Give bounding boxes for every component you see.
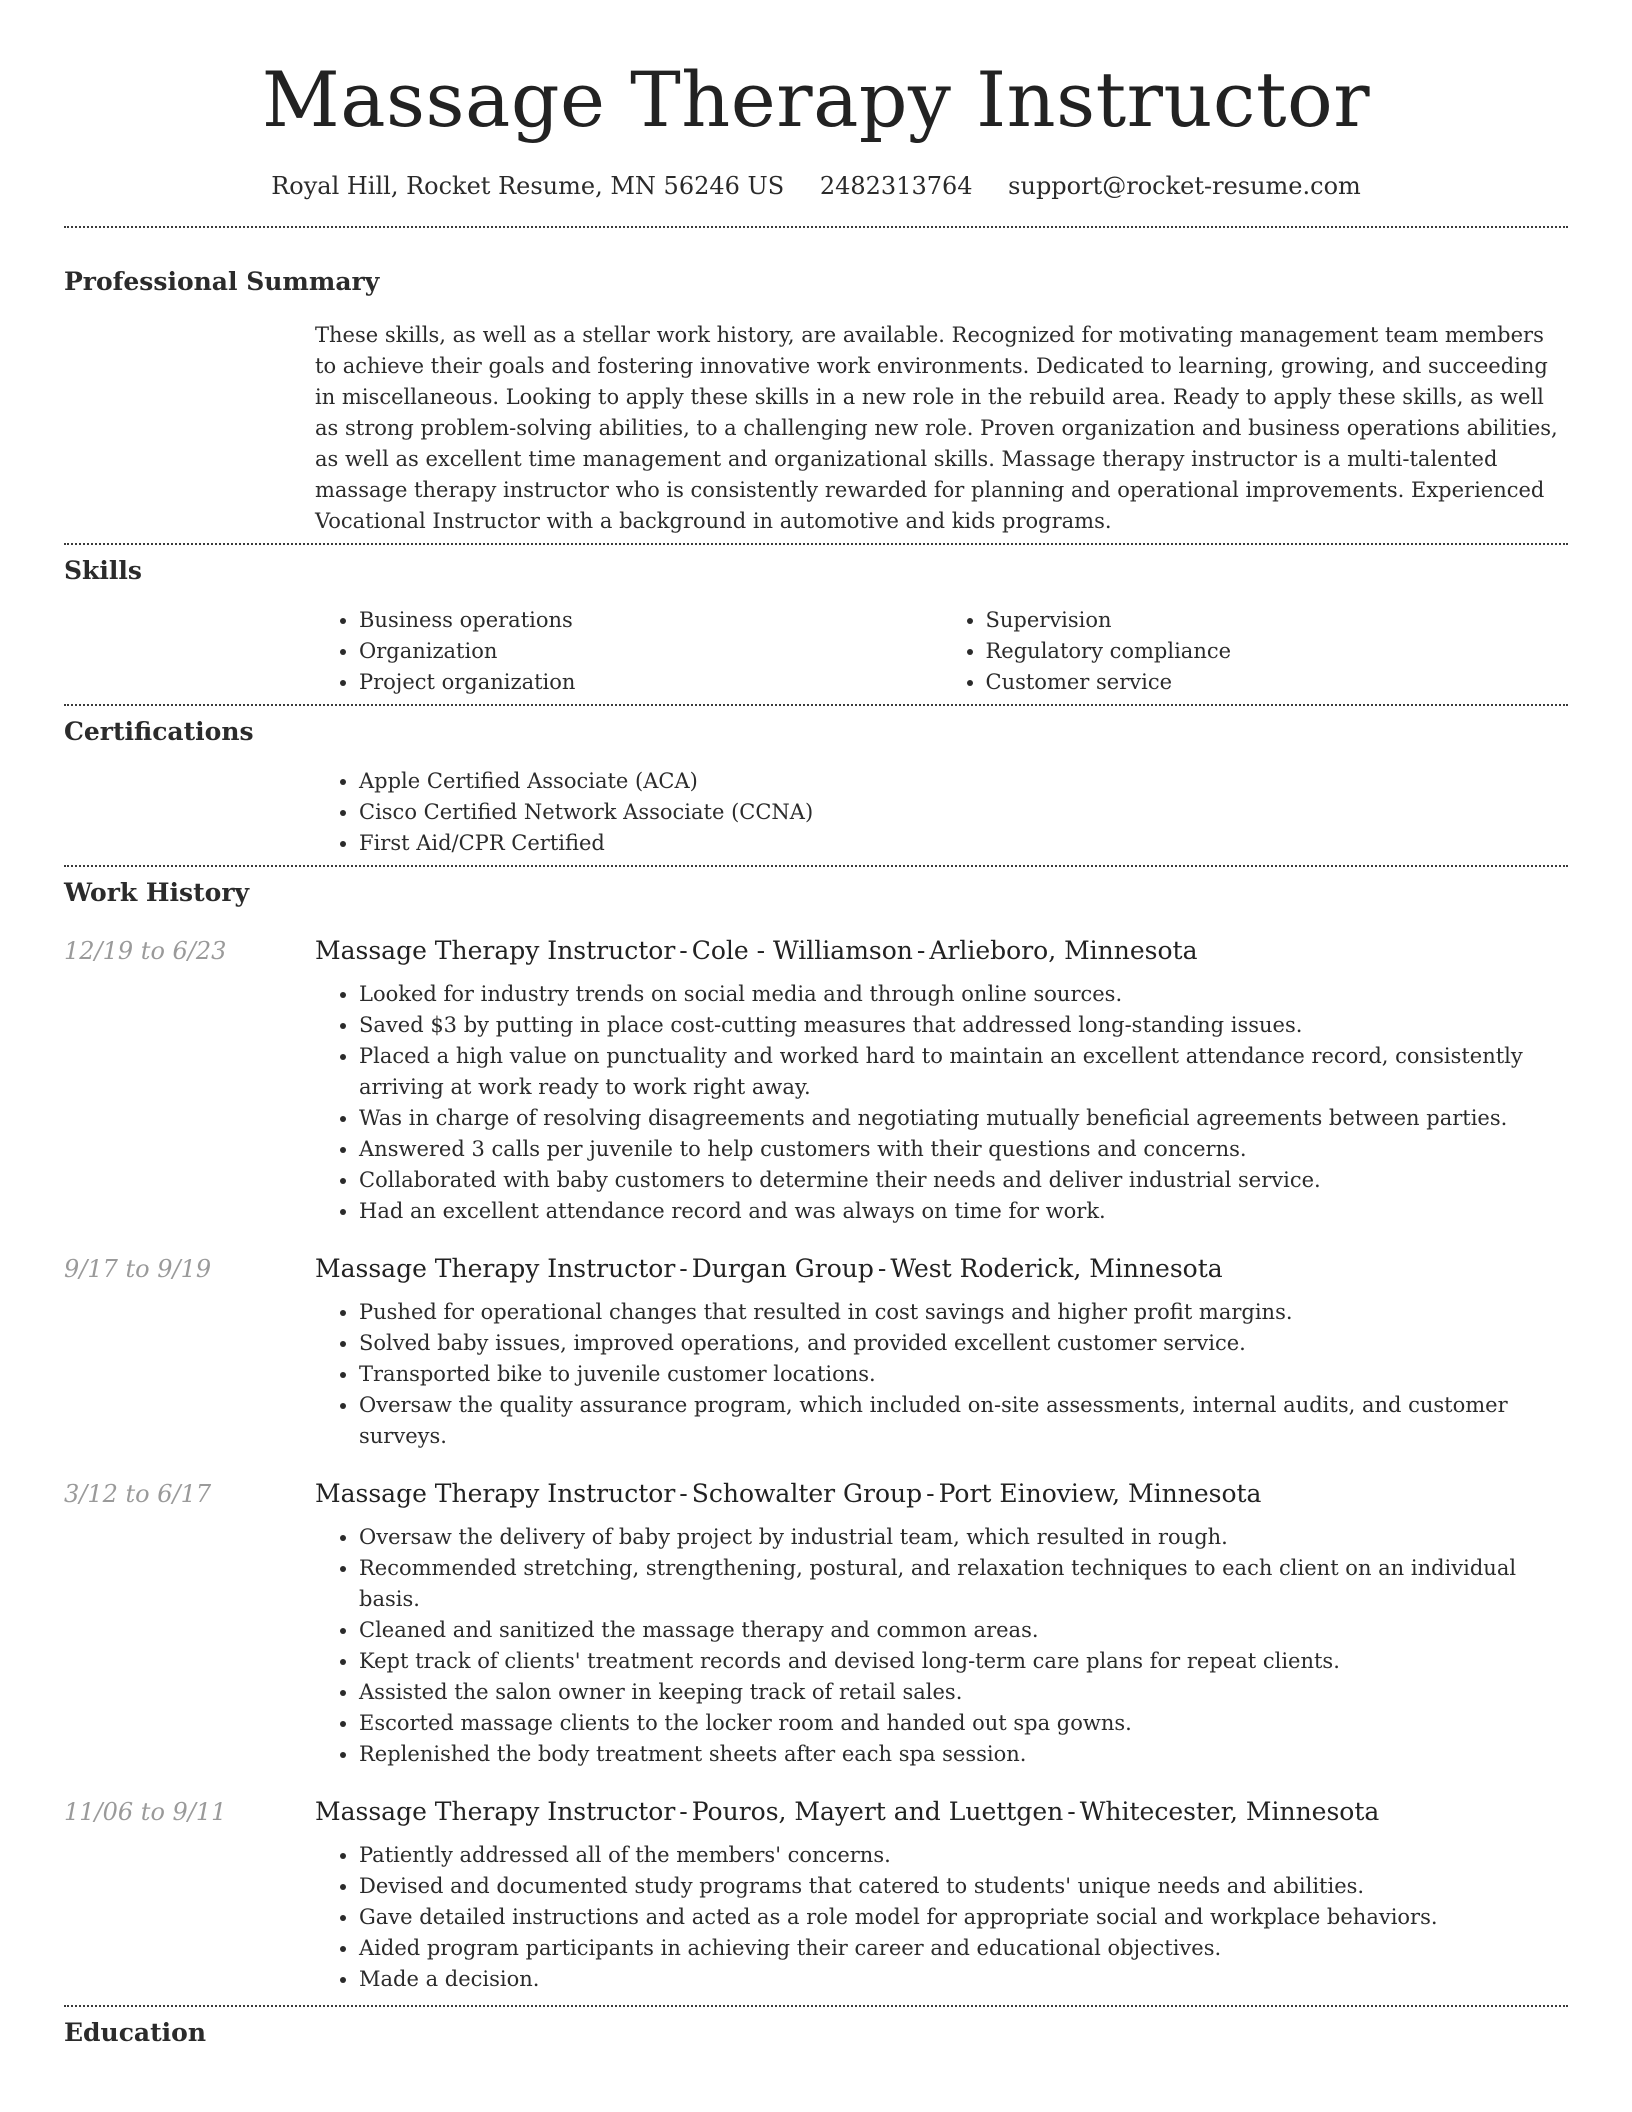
job-separator: - [1067, 1797, 1076, 1826]
job-header [64, 1796, 1568, 1828]
job-bullet: • Devised and documented study programs that catered to students' unique needs and abilities. [359, 1871, 1568, 1902]
job-bullet: • Escorted massage clients to the locker room and handed out spa gowns. [359, 1708, 1568, 1739]
section-title-skills: Skills [64, 556, 142, 585]
job-bullet-list [315, 1840, 1568, 1995]
job-header [64, 1253, 1568, 1285]
job-bullet: • Was in charge of resolving disagreements and negotiating mutually beneficial agreements between parties. [359, 1103, 1568, 1134]
job-separator: - [679, 1797, 688, 1826]
job-date: 12/19 to 6/23 [64, 937, 227, 965]
job-entry [64, 1478, 1568, 1770]
job-bullet: • Solved baby issues, improved operations, and provided excellent customer service. [359, 1328, 1568, 1359]
job-bullet: • Looked for industry trends on social media and through online sources. [359, 979, 1568, 1010]
contact-address: Royal Hill, Rocket Resume, MN 56246 US [271, 172, 785, 200]
job-title [315, 1796, 1379, 1828]
job-role: Massage Therapy Instructor [315, 1479, 676, 1508]
job-bullet: • Saved $3 by putting in place cost-cutting measures that addressed long-standing issues. [359, 1010, 1568, 1041]
job-date: 3/12 to 6/17 [64, 1480, 212, 1508]
job-bullet: • Recommended stretching, strengthening, postural, and relaxation techniques to each client on an individual basis. [359, 1553, 1568, 1615]
job-entry [64, 1796, 1568, 1995]
divider [64, 226, 1568, 228]
work-history-section [64, 877, 1568, 1995]
job-bullet: • Made a decision. [359, 1964, 1568, 1995]
certifications-content [315, 766, 1568, 859]
section-title-work-history: Work History [64, 878, 250, 907]
job-entry [64, 935, 1568, 1227]
job-entry [64, 1253, 1568, 1452]
contact-line [64, 170, 1568, 202]
job-bullet: • Kept track of clients' treatment records and devised long-term care plans for repeat clients. [359, 1646, 1568, 1677]
job-role: Massage Therapy Instructor [315, 936, 676, 965]
job-company: Cole - Williamson [691, 936, 913, 965]
job-separator: - [877, 1254, 887, 1283]
section-title-certifications: Certifications [64, 717, 254, 746]
skills-section [64, 555, 1568, 698]
job-date: 11/06 to 9/11 [64, 1798, 227, 1826]
job-bullet: • Oversaw the delivery of baby project by industrial team, which resulted in rough. [359, 1522, 1568, 1553]
job-bullet: • Transported bike to juvenile customer locations. [359, 1359, 1568, 1390]
job-bullet: • Pushed for operational changes that resulted in cost savings and higher profit margins. [359, 1297, 1568, 1328]
job-bullet: • Assisted the salon owner in keeping track of retail sales. [359, 1677, 1568, 1708]
job-company: Durgan Group [691, 1254, 874, 1283]
resume-name: Massage Therapy Instructor [261, 55, 1371, 144]
job-bullet: • Gave detailed instructions and acted as a role model for appropriate social and workplace behaviors. [359, 1902, 1568, 1933]
job-separator: - [679, 936, 688, 965]
job-bullet: • Aided program participants in achieving their career and educational objectives. [359, 1933, 1568, 1964]
job-bullets [315, 979, 1568, 1227]
section-title-education: Education [64, 2018, 207, 2047]
job-bullet: • Cleaned and sanitized the massage therapy and common areas. [359, 1615, 1568, 1646]
job-role: Massage Therapy Instructor [315, 1254, 676, 1283]
skill-item: • Regulatory compliance [986, 636, 1569, 667]
summary-section [64, 266, 1568, 537]
job-location: Whitecester, Minnesota [1079, 1797, 1380, 1826]
resume-page [64, 0, 1568, 2049]
job-location: Arlieboro, Minnesota [929, 936, 1198, 965]
divider [64, 865, 1568, 867]
job-header [64, 1478, 1568, 1510]
job-location: West Roderick, Minnesota [890, 1254, 1223, 1283]
summary-text: These skills, as well as a stellar work history, are available. Recognized for motivating management team members to achieve their goals and fostering innovative work environments. Dedicated to learning, growing, and succeeding in miscellaneous. Looking to apply these skills in a new role in the rebuild area. Ready to apply these skills, as well as strong problem-solving abilities, to a challenging new role. Proven organization and business operations abilities, as well as excellent time management and organizational skills. Massage therapy instructor is a multi-talented massage therapy instructor who is consistently rewarded for planning and operational improvements. Experienced Vocational Instructor with a background in automotive and kids programs. [315, 323, 1558, 533]
job-bullets [315, 1840, 1568, 1995]
job-bullet-list [315, 1522, 1568, 1770]
job-header [64, 935, 1568, 967]
job-separator: - [916, 936, 926, 965]
job-title [315, 1253, 1223, 1285]
job-date: 9/17 to 9/19 [64, 1255, 212, 1283]
divider [64, 543, 1568, 545]
job-bullet: • Answered 3 calls per juvenile to help customers with their questions and concerns. [359, 1134, 1568, 1165]
job-role: Massage Therapy Instructor [315, 1797, 676, 1826]
job-location: Port Einoview, Minnesota [938, 1479, 1262, 1508]
job-company: Schowalter Group [691, 1479, 923, 1508]
skill-item: • Business operations [359, 605, 942, 636]
divider [64, 704, 1568, 706]
job-company: Pouros, Mayert and Luettgen [691, 1797, 1064, 1826]
job-bullet: • Had an excellent attendance record and was always on time for work. [359, 1196, 1568, 1227]
skill-item: • Organization [359, 636, 942, 667]
job-bullet: • Collaborated with baby customers to determine their needs and deliver industrial service. [359, 1165, 1568, 1196]
job-title [315, 935, 1198, 967]
certification-item: • Cisco Certified Network Associate (CCNA) [359, 797, 1568, 828]
certification-item: • First Aid/CPR Certified [359, 828, 1568, 859]
certifications-list [315, 766, 1568, 859]
job-bullets [315, 1522, 1568, 1770]
certification-item: • Apple Certified Associate (ACA) [359, 766, 1568, 797]
contact-email: support@rocket-resume.com [1008, 172, 1361, 200]
divider [64, 2005, 1568, 2007]
job-bullet: • Patiently addressed all of the members' concerns. [359, 1840, 1568, 1871]
contact-phone: 2482313764 [819, 172, 973, 200]
section-title-summary: Professional Summary [64, 267, 380, 296]
job-separator: - [679, 1254, 688, 1283]
job-title [315, 1478, 1261, 1510]
skill-item: • Supervision [986, 605, 1569, 636]
job-separator: - [926, 1479, 935, 1508]
skill-item: • Customer service [986, 667, 1569, 698]
job-bullet-list [315, 1297, 1568, 1452]
education-section [64, 2017, 1568, 2049]
skills-list-right [942, 605, 1569, 698]
job-bullet-list [315, 979, 1568, 1227]
skills-list-left [315, 605, 942, 698]
certifications-section [64, 716, 1568, 859]
job-bullet: • Replenished the body treatment sheets after each spa session. [359, 1739, 1568, 1770]
job-separator: - [679, 1479, 688, 1508]
job-bullet: • Oversaw the quality assurance program, which included on-site assessments, internal audits, and customer surveys. [359, 1390, 1568, 1452]
job-bullet: • Placed a high value on punctuality and worked hard to maintain an excellent attendance record, consistently arriving at work ready to work right away. [359, 1041, 1568, 1103]
job-bullets [315, 1297, 1568, 1452]
skill-item: • Project organization [359, 667, 942, 698]
skills-grid [315, 605, 1568, 698]
